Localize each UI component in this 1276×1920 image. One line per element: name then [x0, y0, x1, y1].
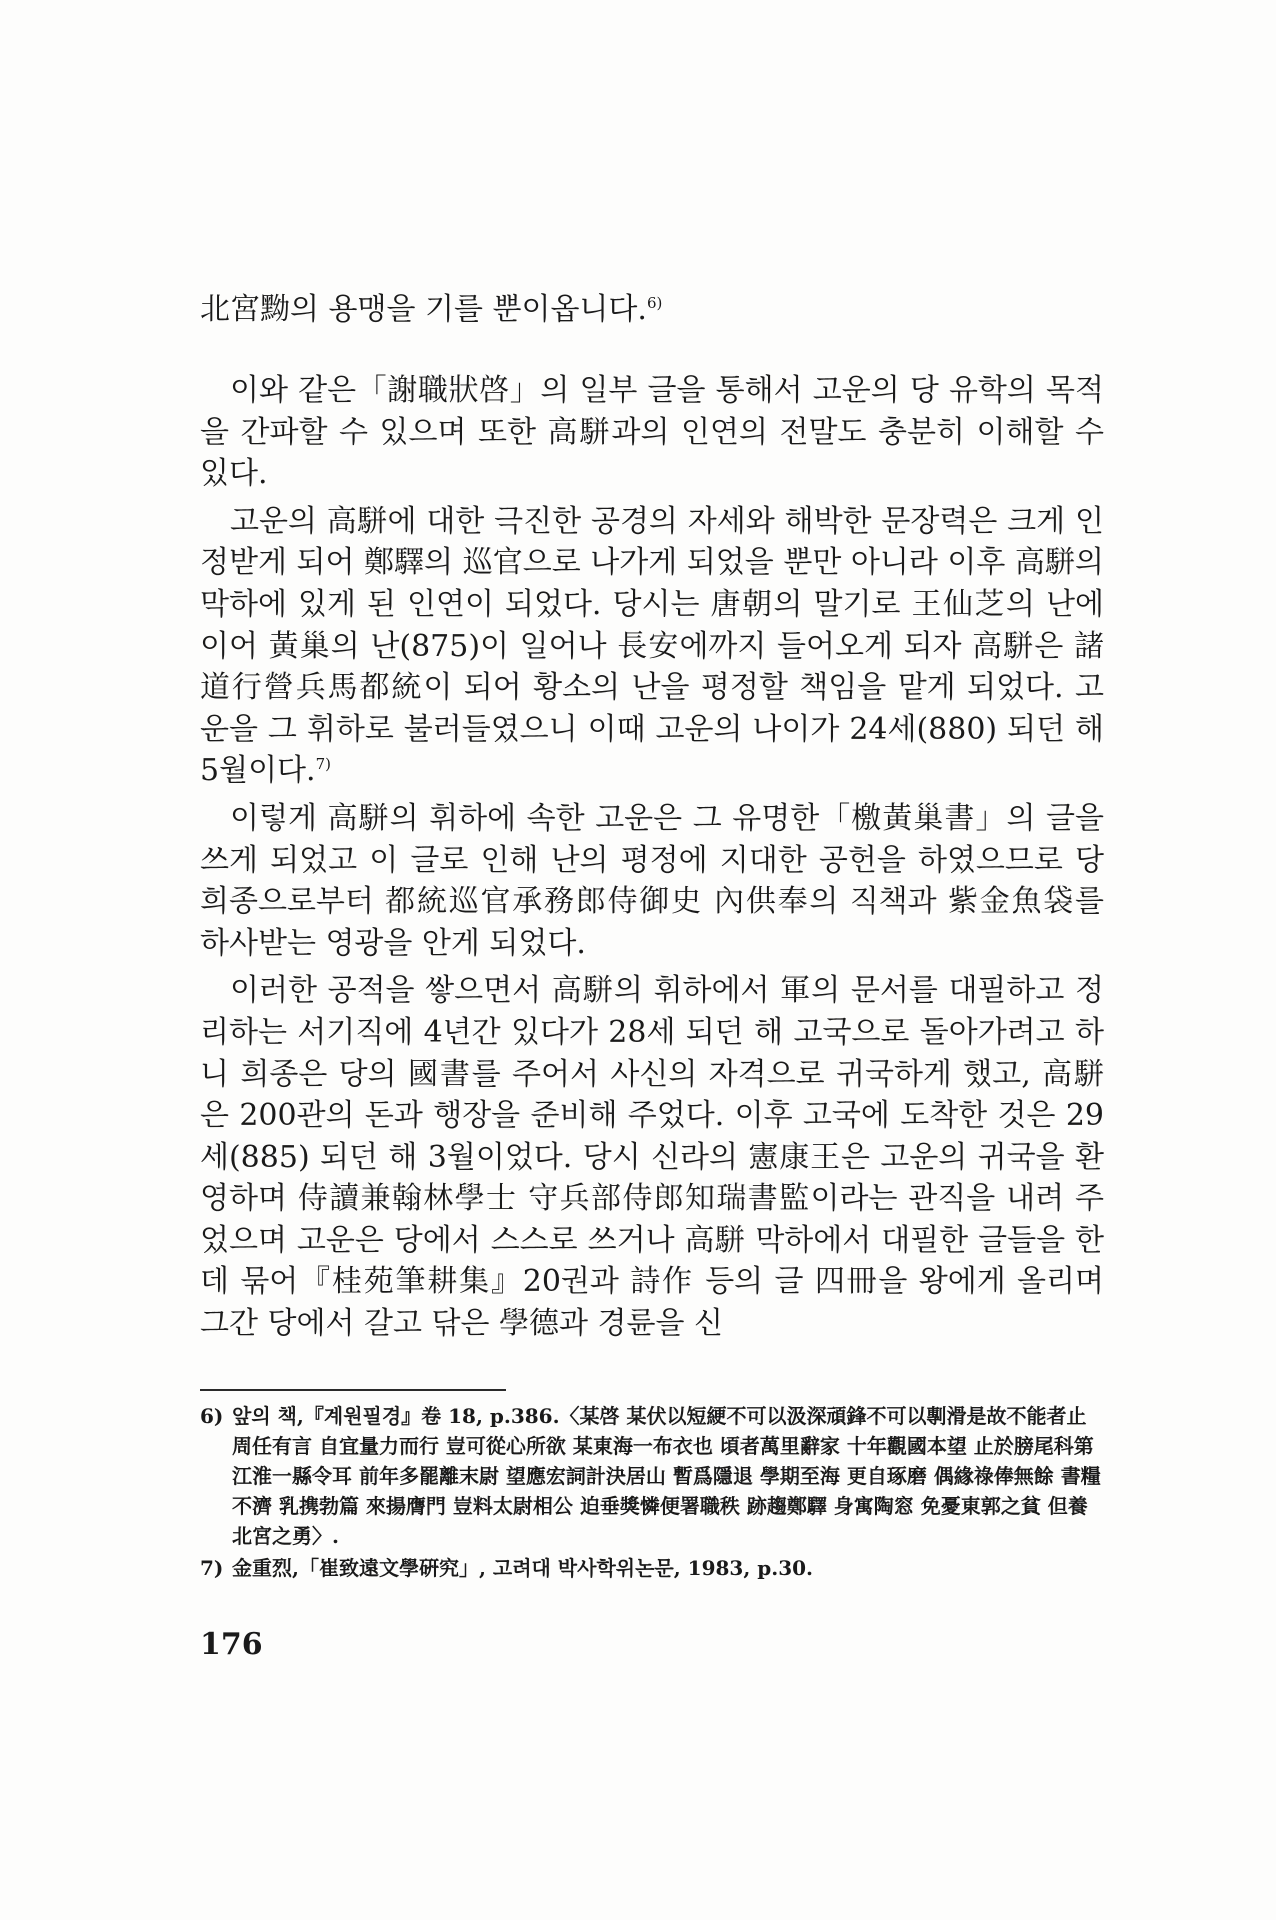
footnote-number: 7) — [200, 1556, 224, 1580]
page-number: 176 — [200, 1627, 263, 1662]
footnote-ref-6: 6) — [646, 294, 663, 312]
body-text — [200, 370, 1104, 1345]
footnote-6 — [200, 1401, 1104, 1551]
footnote-7 — [200, 1553, 1104, 1583]
footnotes — [200, 1401, 1104, 1585]
paragraph-3 — [200, 798, 1104, 964]
paragraph-text: 이렇게 高駢의 휘하에 속한 고운은 그 유명한「檄黃巢書」의 글을 쓰게 되었고 이 글로 인해 난의 평정에 지대한 공헌을 하였으므로 당 희종으로부터 都統巡官承務郎侍御史 內供奉의 직책과 紫金魚袋를 하사받는 영광을 안게 되었다. — [200, 800, 1104, 961]
footnote-ref-7: 7) — [315, 755, 331, 774]
paragraph-1 — [200, 370, 1104, 495]
paragraph-4 — [200, 970, 1104, 1344]
paragraph-text: 고운의 高駢에 대한 극진한 공경의 자세와 해박한 문장력은 크게 인정받게 되어 鄭驛의 巡官으로 나가게 되었을 뿐만 아니라 이후 高駢의 막하에 있게 된 인연이 되었다. 당시는 唐朝의 말기로 王仙芝의 난에 이어 黃巢의 난(875)이 일어나 長安에까지 들어오게 되자 高駢은 諸道行營兵馬都統이 되어 황소의 난을 평정할 책임을 맡게 되었다. 고운을 그 휘하로 불러들였으니 이때 고운의 나이가 24세(880) 되던 해 5월이다. — [200, 503, 1104, 789]
paragraph-text: 이와 같은「謝職狀啓」의 일부 글을 통해서 고운의 당 유학의 목적을 간파할 수 있으며 또한 高駢과의 인연의 전말도 충분히 이해할 수 있다. — [200, 373, 1104, 492]
paragraph-text: 이러한 공적을 쌓으면서 高駢의 휘하에서 軍의 문서를 대필하고 정리하는 서기직에 4년간 있다가 28세 되던 해 고국으로 돌아가려고 하니 희종은 당의 國書를 주어서 사신의 자격으로 귀국하게 했고, 高駢은 200관의 돈과 행장을 준비해 주었다. 이후 고국에 도착한 것은 29세(885) 되던 해 3월이었다. 당시 신라의 憲康王은 고운의 귀국을 환영하며 侍讀兼翰林學士 守兵部侍郎知瑞書監이라는 관직을 내려 주었으며 고운은 당에서 스스로 쓰거나 高駢 막하에서 대필한 글들을 한데 묶어『桂苑筆耕集』20권과 詩作 등의 글 四冊을 왕에게 올리며 그간 당에서 갈고 닦은 學德과 경륜을 신 — [200, 973, 1104, 1342]
footnote-divider — [200, 1389, 506, 1391]
paragraph-2 — [200, 501, 1104, 792]
quote-text: 北宮黝의 용맹을 기를 뿐이옵니다. — [200, 292, 647, 327]
footnote-text: 金重烈,「崔致遠文學硏究」, 고려대 박사학위논문, 1983, p.30. — [232, 1556, 813, 1580]
footnote-text: 앞의 책,『계원필경』卷 18, p.386.〈某啓 某伏以短綆不可以汲深頑鋒不可以剸滑是故不能者止 周任有言 自宜量力而行 豈可從心所欲 某東海一布衣也 頃者萬里辭家 十年觀國本望 止於膀尾科第 江淮一縣令耳 前年多罷離末尉 望應宏詞計決居山 暫爲隱退 學期至海 更自琢磨 偶緣祿俸無餘 書糧不濟 乳携勃篇 來揚膺門 豈料太尉相公 迫垂獎憐便署職秩 跡趨鄭驛 身寓陶窓 免憂東郭之貧 但養北宮之勇〉. — [232, 1404, 1101, 1548]
footnote-number: 6) — [200, 1404, 224, 1428]
quote-line — [200, 290, 662, 330]
